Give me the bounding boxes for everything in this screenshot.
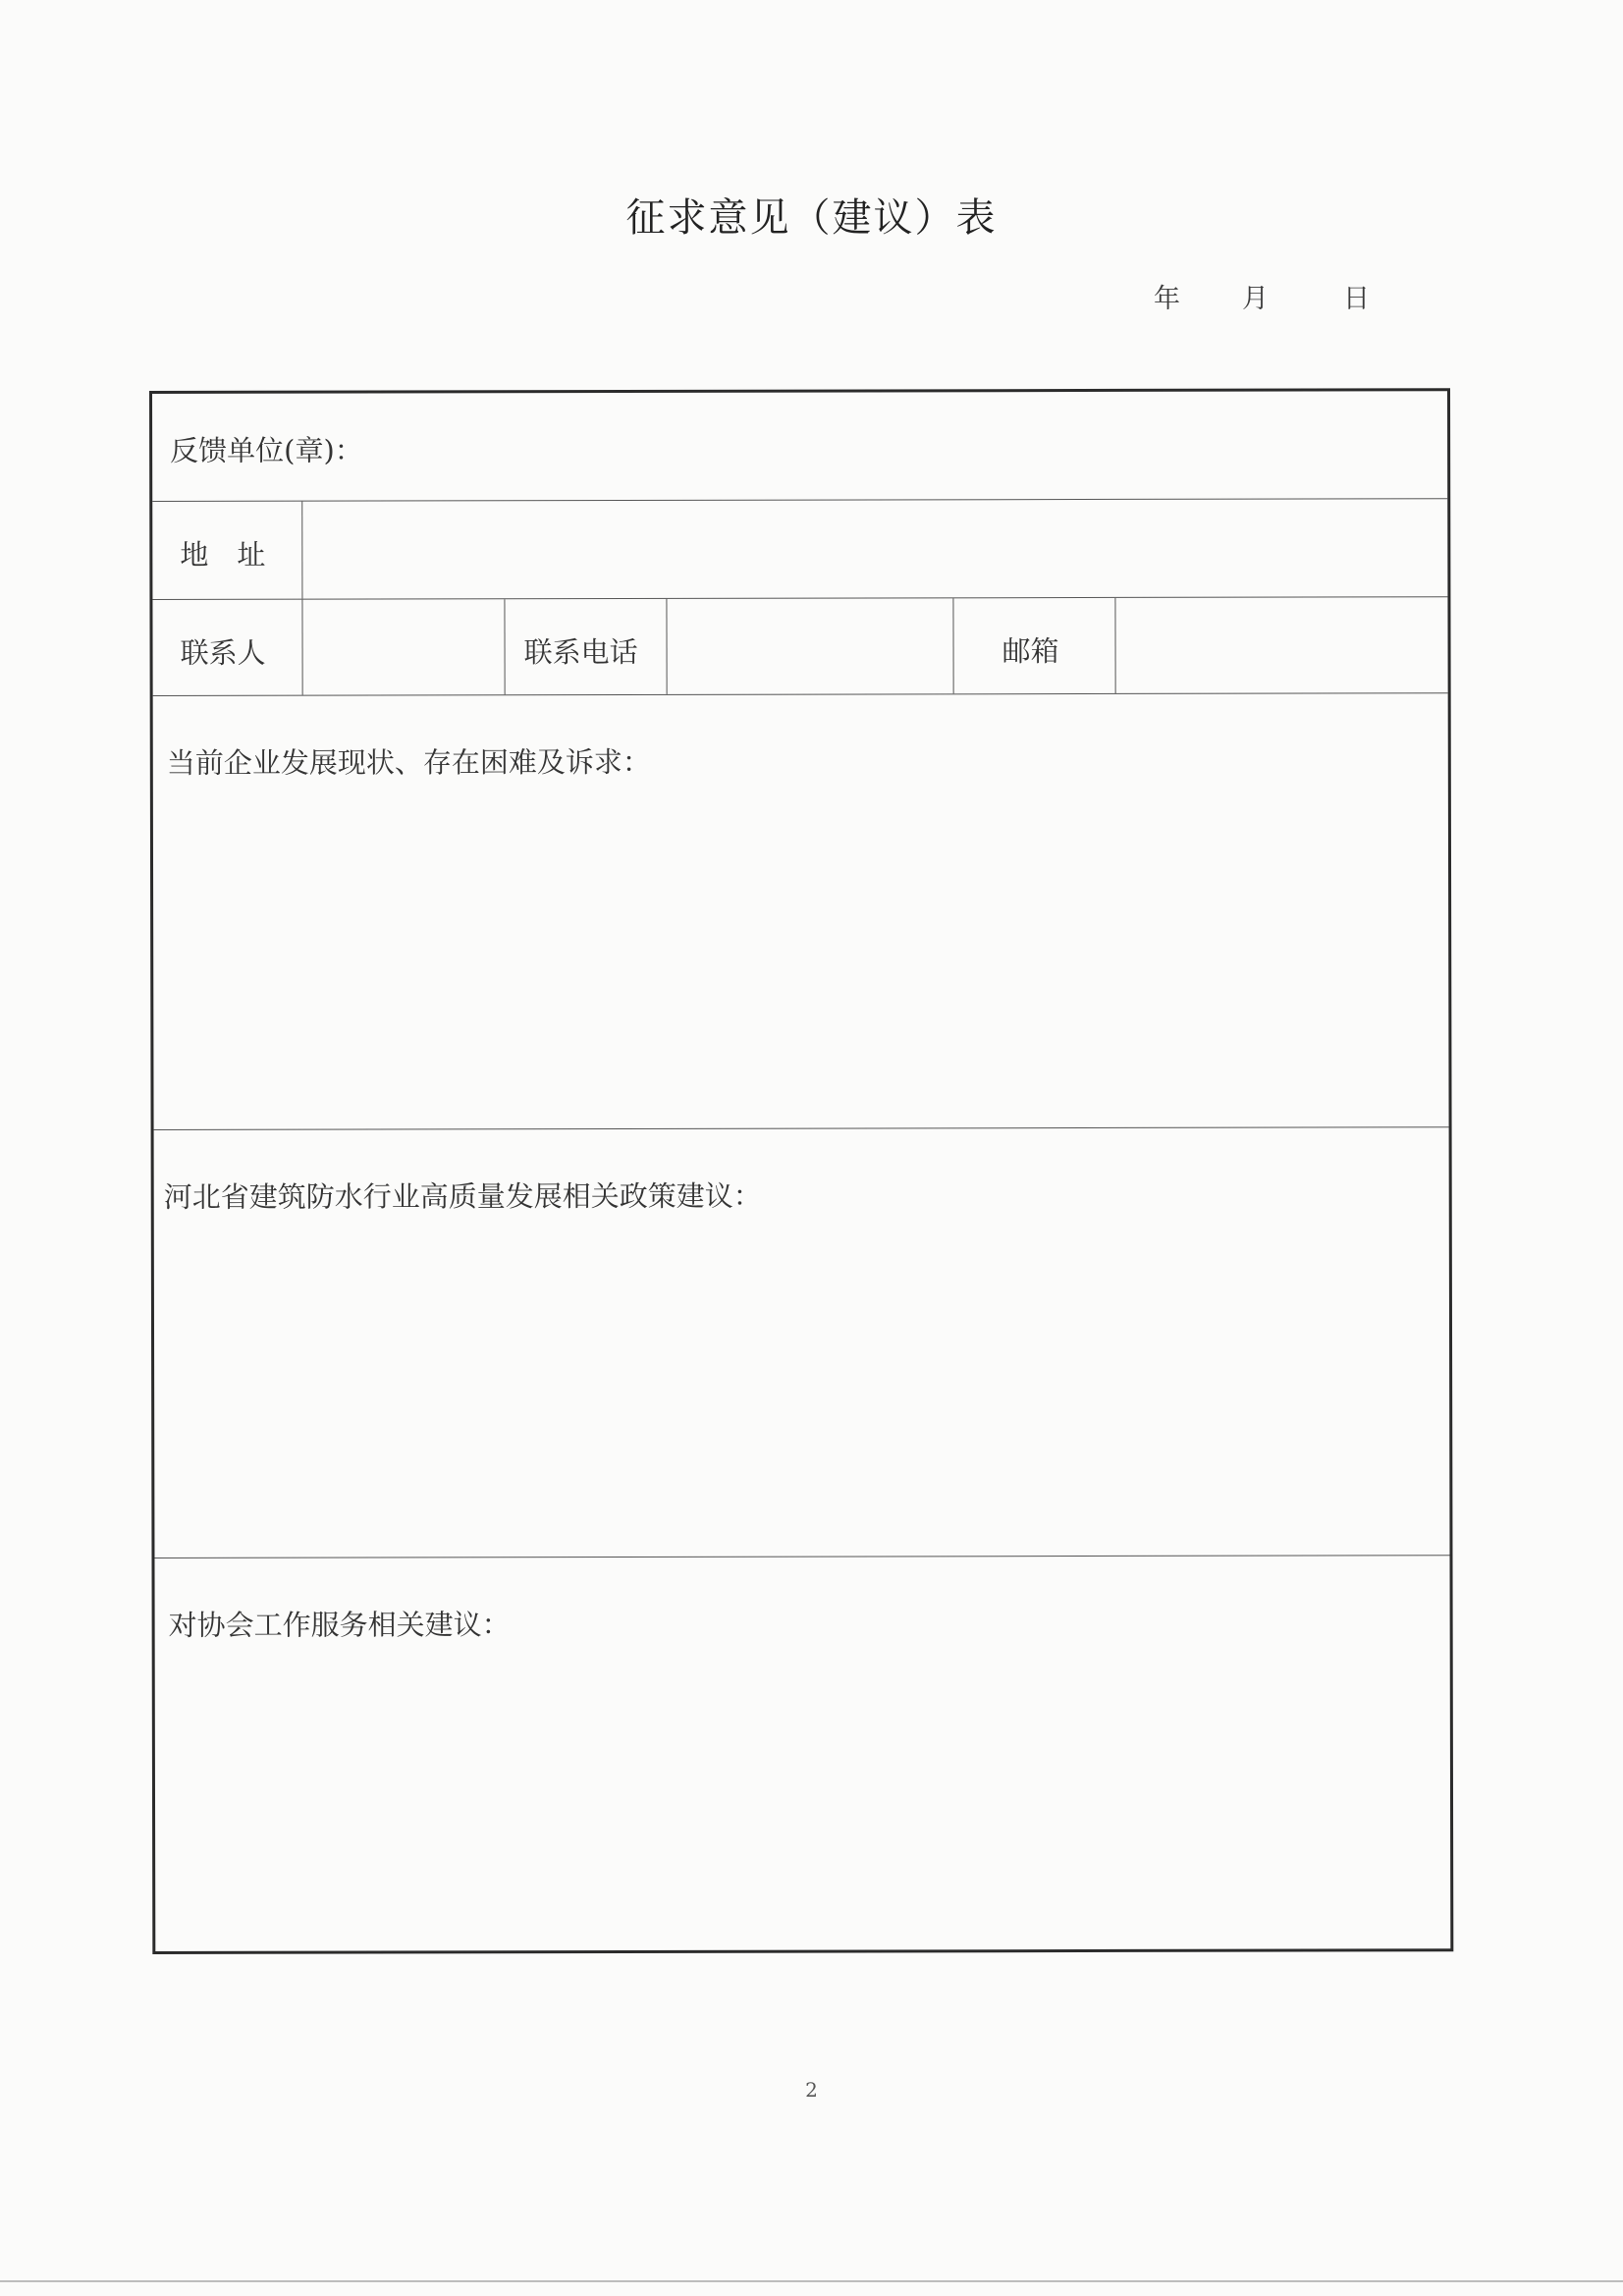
page-title: 征求意见（建议）表 <box>625 195 998 241</box>
contact-row <box>152 597 1447 696</box>
enterprise-status-label: 当前企业发展现状、存在困难及诉求： <box>166 744 651 780</box>
contact-divider-4 <box>952 598 953 693</box>
contact-person-field[interactable] <box>302 599 504 694</box>
association-suggestion-section[interactable] <box>154 1556 1450 1951</box>
association-suggestion-label: 对协会工作服务相关建议： <box>168 1608 511 1642</box>
contact-phone-label: 联系电话 <box>523 634 638 670</box>
bottom-rule <box>0 2280 1623 2282</box>
contact-phone-field[interactable] <box>667 598 952 694</box>
policy-suggestion-label: 河北省建筑防水行业高质量发展相关政策建议： <box>163 1178 762 1214</box>
email-field[interactable] <box>1115 597 1450 693</box>
address-row <box>152 499 1447 600</box>
date-day-label: 日 <box>1343 284 1370 314</box>
feedback-form-table <box>149 388 1453 1954</box>
address-label: 地 址 <box>180 537 266 572</box>
page-number: 2 <box>805 2078 818 2102</box>
feedback-unit-row[interactable] <box>152 391 1447 502</box>
date-year-label: 年 <box>1154 284 1180 314</box>
contact-person-label: 联系人 <box>180 635 266 670</box>
enterprise-status-section[interactable] <box>153 693 1449 1130</box>
feedback-unit-label: 反馈单位(章)： <box>170 433 363 467</box>
address-field[interactable] <box>302 499 1450 598</box>
email-label: 邮箱 <box>1001 634 1059 669</box>
policy-suggestion-section[interactable] <box>154 1127 1450 1558</box>
contact-divider-2 <box>504 599 505 694</box>
date-month-label: 月 <box>1242 284 1269 314</box>
